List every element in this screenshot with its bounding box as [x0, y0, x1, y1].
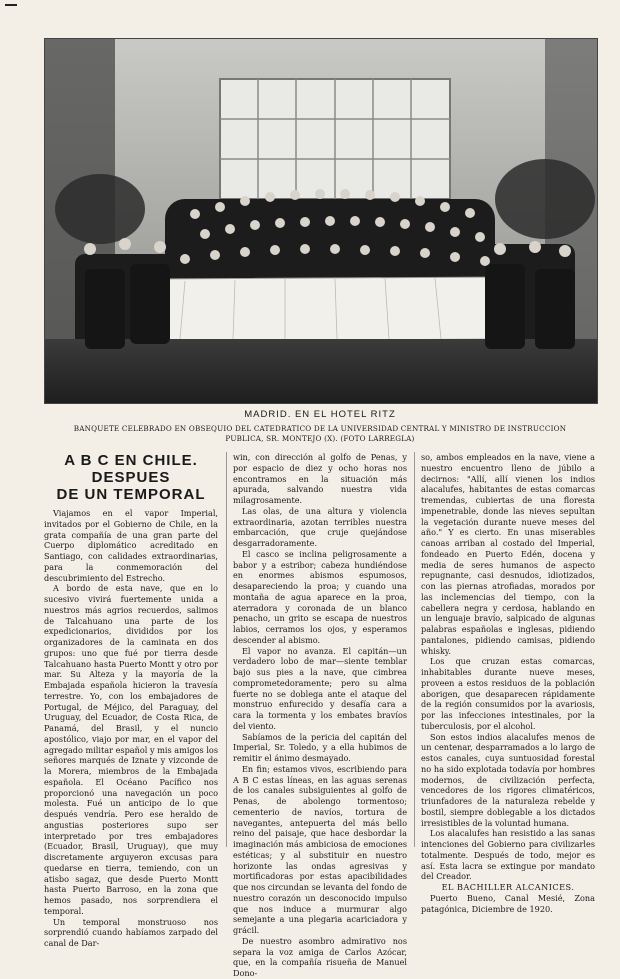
- paragraph: En fin; estamos vivos, escribiendo para A B C estas líneas, en las aguas serenas de los canales subsiguientes al golfo de Penas, de abolengo tormentoso; cementerio de navíos, tortura de navegantes, antepuerta del más bello reino del paisaje, que hace desbordar la imaginación más ambiciosa de emociones estéticas; y al substituir en nuestro horizonte las ondas agresivas y mortificadoras por estas apacibilidades que nos circundan se levanta del fondo de nuestro corazón un desconocido impulso que nos induce a murmurar algo semejante a una plegaria acariciadora y grácil.: [233, 763, 407, 935]
- paragraph: Las olas, de una altura y violencia extraordinaria, azotan terribles nuestra embarcación, que cruje quejándose desgarradoramente.: [233, 505, 407, 548]
- headline-line: A B C EN CHILE.: [64, 452, 198, 469]
- banquet-photograph: [44, 38, 598, 404]
- photo-caption-subtitle: BANQUETE CELEBRADO EN OBSEQUIO DEL CATEDRATICO DE LA UNIVERSIDAD CENTRAL Y MINISTRO DE INSTRUCCION PUBLICA, SR. MONTEJO (X). (FOTO LARREGLA): [73, 424, 567, 443]
- paragraph: so, ambos empleados en la nave, viene a nuestro encuentro lleno de júbilo a decirnos: "Allí, allí vienen los indios alacalufes, habitantes de estas comarcas tremendas, cubiertas de una floresta impenetrable, donde las nieves sepultan la vegetación durante nueve meses del año." Y es cierto. En unas miserables canoas arriban al costado del Imperial, fondeado en Puerto Edén, docena y media de seres humanos de aspecto repugnante, casi desnudos, idiotizados, con las piernas atrofiadas, morados por las inclemencias del tiempo, con la cabellera negra y cerdosa, hablando en un lenguaje bravío, salpicado de algunas palabras españolas e inglesas, pidiendo pantalones, pidiendo camisas, pidiendo whisky.: [421, 452, 595, 656]
- paragraph: Sabíamos de la pericia del capitán del Imperial, Sr. Toledo, y a ella hubimos de remitir el ánimo desmayado.: [233, 731, 407, 763]
- paragraph: win, con dirección al golfo de Penas, y por espacio de diez y ocho horas nos encontramos en la situación más apurada, salvando nuestra vida milagrosamente.: [233, 452, 407, 505]
- article-column-1: [44, 452, 218, 949]
- article-headline: [44, 452, 218, 503]
- article-column-3: [421, 452, 595, 914]
- headline-line: DE UN TEMPORAL: [56, 486, 206, 503]
- paragraph: Viajamos en el vapor Imperial, invitados por el Gobierno de Chile, en la grata compañía de una gran parte del Cuerpo diplomático acreditado en Santiago, con calidades extraordinarias, para la conmemoración del descubrimiento del Estrecho.: [44, 508, 218, 583]
- paragraph: Son estos indios alacalufes menos de un centenar, desparramados a lo largo de estos canales, cuya suntuosidad forestal no ha sido explotada todavía por hombres modernos, de civilización perfecta, vencedores de los rigores climatéricos, triunfadores de la naturaleza rebelde y bostil, siempre doblegable a los dictados irresistibles de la voluntad humana.: [421, 731, 595, 828]
- article-column-2: [233, 452, 407, 979]
- article-signature: EL BACHILLER ALCANICES.: [441, 882, 575, 892]
- article-dateline: Puerto Bueno, Canal Mesié, Zona patagónica, Diciembre de 1920.: [421, 892, 595, 914]
- column-divider: [226, 452, 227, 847]
- paragraph: El vapor no avanza. El capitán—un verdadero lobo de mar—siente temblar bajo sus pies a la nave, que cimbrea comprometedoramente; pero su alma fuerte no se doblega ante el ataque del monstruo enfurecido y desafía cara a cara la tormenta y los embates bravíos del viento.: [233, 645, 407, 731]
- paragraph: Los alacalufes han resistido a las sanas intenciones del Gobierno para civilizarles totalmente. Después de todo, mejor es así. Esta lacra se extingue por mandato del Creador.: [421, 828, 595, 882]
- headline-line: DESPUES: [91, 469, 171, 486]
- paragraph: Los que cruzan estas comarcas, inhabitables durante nueve meses, proveen a estos residuos de la población aborigen, que desaparecen rápidamente de la región consumidos por la avariosis, por las infecciones intestinales, por la tuberculosis, por el alcohol.: [421, 656, 595, 731]
- paragraph: A bordo de esta nave, que en lo sucesivo vivirá fuertemente unida a nuestros más agrios recuerdos, salimos de Talcahuano una parte de los expedicionarios, divididos por los organizadores de la caminata en dos grupos: uno que fué por tierra desde Talcahuano hasta Puerto Montt y otro por mar. Su Alteza y la mayoría de la Embajada española hicieron la travesía terrestre. Yo, con los embajadores de Portugal, de Méjico, del Paraguay, del Uruguay, del Ecuador, de Costa Rica, de Panamá, del Brasil, y el nuncio apostólico, viajo por mar, en el vapor del agregado militar español y mis amigos los señores marqués de Iznate y vizconde de la Morera, miembros de la Embajada española. El Océano Pacífico nos proporcionó una navegación un poco molesta. Fué un anticipo de lo que después vendría. Pero ese heraldo de angustias posteriores supo ser interpretado por tres embajadores (Ecuador, Brasil, Uruguay), que muy discretamente arguyeron excusas para quedarse en tierra, temiendo, con un atisbo sagaz, que desde Puerto Montt hasta Puerto Barroso, en la zona que hemos pasado, nos sorprendiera el temporal.: [44, 583, 218, 916]
- paragraph: El casco se inclina peligrosamente a babor y a estribor; cabeza hundiéndose en enormes abismos espumosos, desapareciendo la proa; y cuando una montaña de agua aparece en la proa, aterradora y coronada de un blanco penacho, un grito se escapa de nuestros labios, cerramos los ojos, y esperamos descender al abismo.: [233, 548, 407, 645]
- photo-caption-title: MADRID. EN EL HOTEL RITZ: [244, 409, 396, 420]
- paragraph: Un temporal monstruoso nos sorprendió cuando habíamos zarpado del canal de Dar-: [44, 916, 218, 948]
- column-divider: [414, 452, 415, 847]
- paragraph: De nuestro asombro admirativo nos separa la voz amiga de Carlos Azócar, que, en la compañía risueña de Manuel Dono-: [233, 935, 407, 978]
- page-corner-mark: [5, 4, 17, 6]
